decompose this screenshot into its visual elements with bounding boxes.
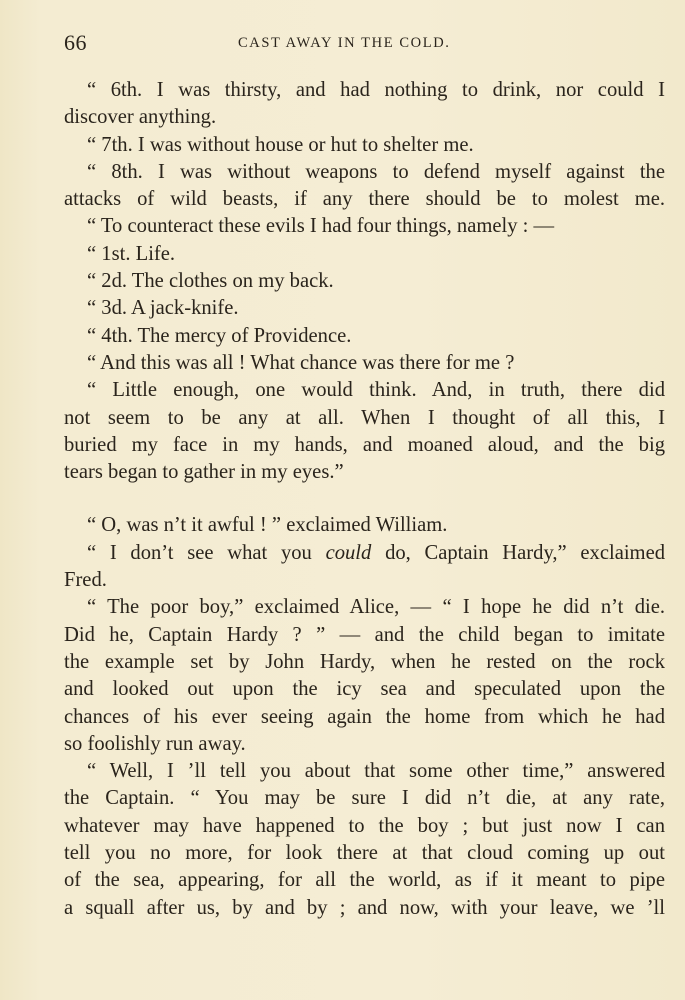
text-line: chances of his ever seeing again the home from which he had [64, 705, 665, 728]
text-line: tears began to gather in my eyes.” [64, 461, 344, 484]
page-header [64, 30, 660, 58]
text-line: “ O, was n’t it awful ! ” exclaimed William. [87, 514, 448, 537]
text-line: tell you no more, for look there at that cloud coming up out [64, 842, 665, 865]
text-line: so foolishly run away. [64, 732, 246, 755]
text-line: “ 3d. A jack-knife. [87, 297, 239, 320]
text-line [64, 540, 665, 567]
text-line: “ 8th. I was without weapons to defend myself against the [87, 160, 665, 183]
running-title: CAST AWAY IN THE COLD. [238, 35, 451, 51]
text-line: “ And this was all ! What chance was there for me ? [87, 351, 515, 374]
text-line: and looked out upon the icy sea and speculated upon the [64, 678, 665, 701]
text-line: whatever may have happened to the boy ; but just now I can [64, 814, 665, 837]
text-fragment: do, Captain Hardy,” exclaimed [385, 541, 665, 564]
text-line: buried my face in my hands, and moaned aloud, and the big [64, 433, 665, 456]
text-line: “ 7th. I was without house or hut to shelter me. [87, 133, 474, 156]
text-line: “ 2d. The clothes on my back. [87, 270, 334, 293]
text-line: Fred. [64, 569, 107, 592]
italic-word: could [325, 541, 372, 564]
text-line: a squall after us, by and by ; and now, with your leave, we ’ll [64, 896, 665, 919]
text-line: “ 6th. I was thirsty, and had nothing to drink, nor could I [87, 79, 665, 101]
text-fragment: “ I don’t see what you [87, 541, 312, 564]
text-line: “ 4th. The mercy of Providence. [87, 324, 352, 347]
text-line: not seem to be any at all. When I thought of all this, I [64, 406, 665, 429]
paragraph-break [64, 486, 665, 512]
text-line: of the sea, appearing, for all the world, as if it meant to pipe [64, 869, 665, 892]
text-line: “ The poor boy,” exclaimed Alice, — “ I hope he did n’t die. [87, 596, 665, 619]
text-line: the example set by John Hardy, when he rested on the rock [64, 650, 665, 673]
page-number: 66 [64, 30, 87, 55]
text-line: Did he, Captain Hardy ? ” — and the child began to imitate [64, 623, 665, 646]
text-line: “ Well, I ’ll tell you about that some other time,” answered [87, 760, 665, 783]
text-line: the Captain. “ You may be sure I did n’t die, at any rate, [64, 787, 665, 810]
text-line: “ Little enough, one would think. And, in truth, there did [87, 379, 665, 402]
text-line: discover anything. [64, 106, 217, 129]
text-line: “ To counteract these evils I had four things, namely : — [87, 215, 555, 238]
text-line: “ 1st. Life. [87, 242, 176, 265]
body-text [64, 77, 665, 922]
text-line: attacks of wild beasts, if any there should be to molest me. [64, 188, 665, 211]
